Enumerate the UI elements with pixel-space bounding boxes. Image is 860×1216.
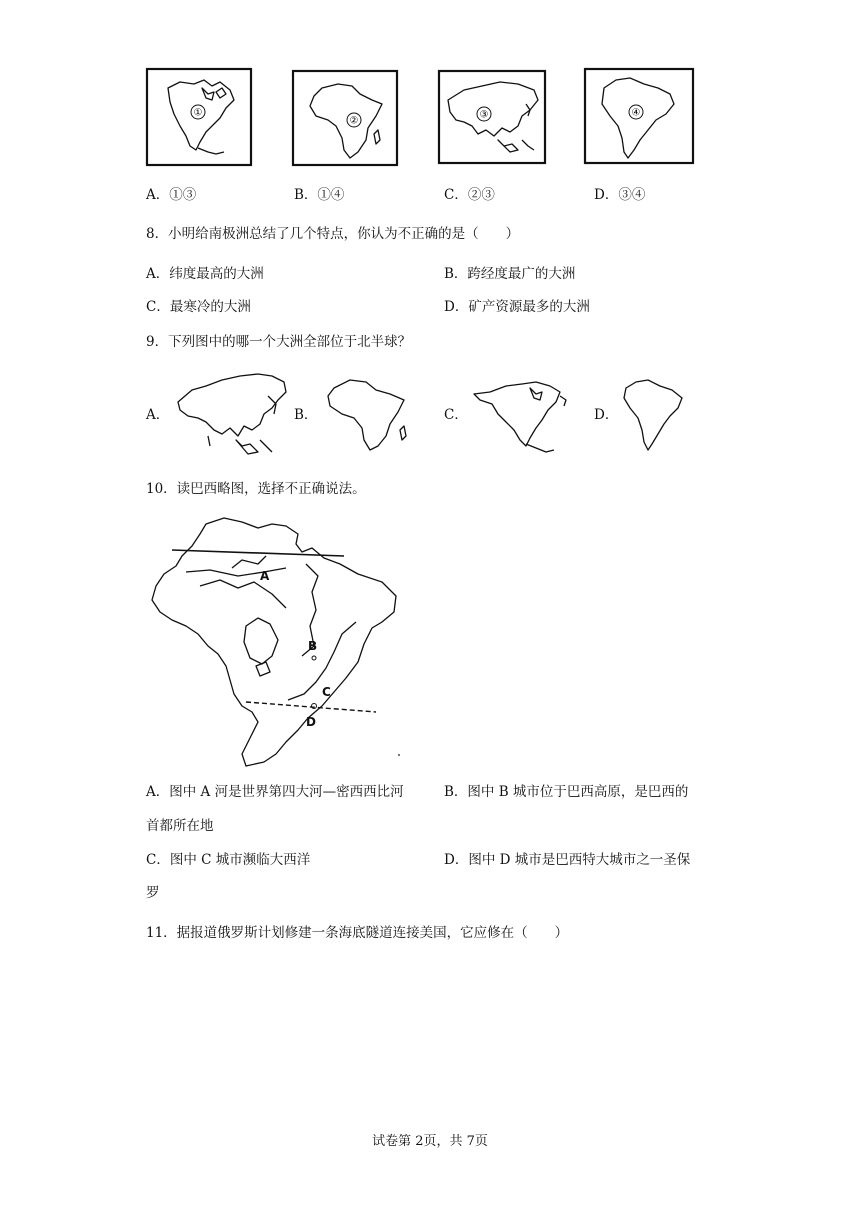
q10-map-label-d: D bbox=[306, 715, 316, 729]
q7-option-b[interactable] bbox=[294, 186, 344, 204]
q9-option-c-label[interactable]: C． bbox=[444, 407, 468, 423]
q7-map-south-america bbox=[584, 68, 694, 164]
q7-map-south-america-marker: ④ bbox=[631, 107, 641, 119]
q8-stem: 8．小明给南极洲总结了几个特点，你认为不正确的是（ ） bbox=[146, 226, 520, 242]
q10-map-label-c: C bbox=[322, 685, 331, 699]
q9-option-c-north-america-map bbox=[470, 372, 576, 456]
q7-map-north-america bbox=[146, 68, 252, 166]
q7-map-africa-marker: ② bbox=[349, 115, 359, 127]
q10-brazil-map bbox=[146, 516, 406, 770]
q8-option-d[interactable]: D．矿产资源最多的大洲 bbox=[444, 299, 590, 315]
q7-option-b-text: ①④ bbox=[317, 187, 345, 203]
q7-option-d[interactable] bbox=[594, 186, 645, 204]
q7-option-d-letter: D． bbox=[594, 187, 619, 203]
q9-stem: 9．下列图中的哪一个大洲全部位于北半球？ bbox=[146, 334, 412, 350]
scan-speck bbox=[398, 754, 400, 756]
q10-option-b[interactable]: B．图中 B 城市位于巴西高原，是巴西的 bbox=[444, 784, 689, 800]
q10-map-label-a: A bbox=[260, 569, 270, 583]
q9-option-a-asia-map bbox=[172, 366, 290, 458]
q10-map-label-b: B bbox=[308, 639, 318, 653]
q7-option-c-text: ②③ bbox=[467, 187, 495, 203]
page-footer: 试卷第 2页，共 7页 bbox=[372, 1134, 488, 1149]
q7-option-c-letter: C． bbox=[444, 187, 468, 203]
q10-option-ab-continuation: 首都所在地 bbox=[146, 818, 214, 834]
q7-option-c[interactable] bbox=[444, 186, 495, 204]
q7-map-africa bbox=[292, 70, 398, 166]
q10-option-d[interactable]: D．图中 D 城市是巴西特大城市之一圣保 bbox=[444, 852, 691, 868]
q7-option-d-text: ③④ bbox=[618, 187, 646, 203]
tropic-line bbox=[246, 702, 376, 712]
q8-option-c[interactable]: C．最寒冷的大洲 bbox=[146, 299, 251, 315]
q10-stem: 10．读巴西略图，选择不正确说法。 bbox=[146, 481, 366, 497]
q8-option-a[interactable]: A．纬度最高的大洲 bbox=[146, 266, 264, 282]
q9-option-d-label[interactable]: D． bbox=[594, 407, 619, 423]
q9-option-b-label[interactable]: B． bbox=[294, 407, 318, 423]
q7-map-north-america-marker: ① bbox=[193, 107, 203, 119]
q10-option-a[interactable]: A．图中 A 河是世界第四大河—密西西比河 bbox=[146, 784, 404, 800]
q10-option-c[interactable]: C．图中 C 城市濒临大西洋 bbox=[146, 852, 311, 868]
q7-option-a-text: ①③ bbox=[169, 187, 197, 203]
q11-stem: 11．据报道俄罗斯计划修建一条海底隧道连接美国，它应修在（ ） bbox=[146, 925, 569, 941]
q7-map-asia-marker: ③ bbox=[479, 109, 489, 121]
q9-option-b-africa-map bbox=[320, 372, 416, 452]
q9-option-a-label[interactable]: A． bbox=[146, 407, 170, 423]
q7-map-asia bbox=[438, 70, 546, 164]
q7-option-b-letter: B． bbox=[294, 187, 318, 203]
q7-option-a[interactable] bbox=[146, 186, 196, 204]
q10-option-d-continuation: 罗 bbox=[146, 885, 160, 901]
q7-option-a-letter: A． bbox=[146, 187, 170, 203]
q9-option-d-south-america-map bbox=[620, 376, 686, 452]
q8-option-b[interactable]: B．跨经度最广的大洲 bbox=[444, 266, 576, 282]
